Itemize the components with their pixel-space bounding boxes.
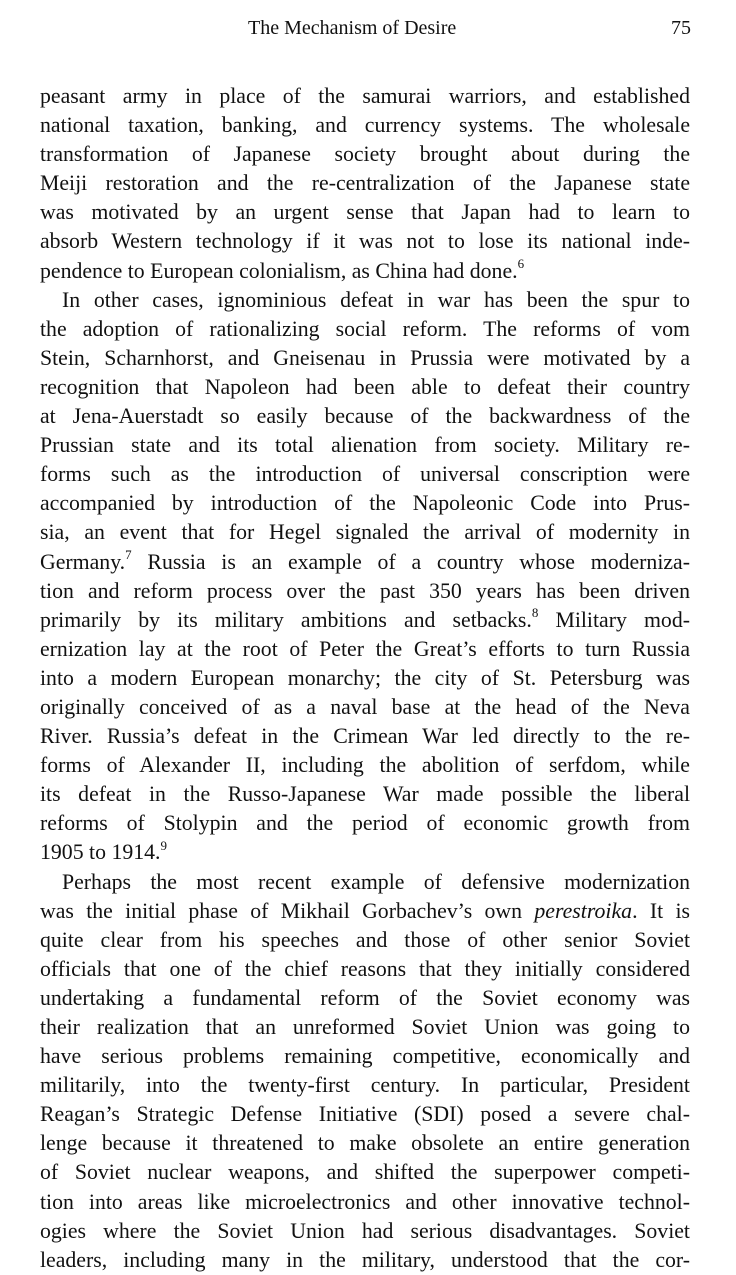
text-line: accompanied by introduction of the Napoleonic Code into Prus- — [40, 491, 690, 516]
text-segment: Russia is an example of a country whose moderniza- — [131, 549, 690, 574]
text-line — [40, 257, 690, 286]
text-line: absorb Western technology if it was not to lose its national inde- — [40, 229, 690, 254]
text-line: militarily, into the twenty-first century. In particular, President — [40, 1073, 690, 1098]
text-line: forms such as the introduction of universal conscription were — [40, 462, 690, 487]
text-line: ogies where the Soviet Union had serious disadvantages. Soviet — [40, 1218, 690, 1243]
text-line: its defeat in the Russo-Japanese War made possible the liberal — [40, 782, 690, 807]
paragraph-start-line: In other cases, ignominious defeat in war has been the spur to — [62, 287, 690, 312]
text-line — [40, 606, 690, 635]
text-line: transformation of Japanese society brought about during the — [40, 142, 690, 167]
text-line: lenge because it threatened to make obsolete an entire generation — [40, 1131, 690, 1156]
footnote-ref: 6 — [517, 256, 525, 272]
text-line — [40, 897, 690, 926]
text-segment: primarily by its military ambitions and setbacks. — [40, 607, 532, 632]
text-line: into a modern European monarchy; the city of St. Petersburg was — [40, 665, 690, 690]
text-line: forms of Alexander II, including the abolition of serfdom, while — [40, 753, 690, 778]
text-line: their realization that an unreformed Soviet Union was going to — [40, 1015, 690, 1039]
italic-term: perestroika — [534, 898, 633, 923]
text-line: peasant army in place of the samurai warriors, and established — [40, 84, 690, 108]
text-line — [40, 838, 690, 867]
text-segment: . It is — [632, 898, 690, 923]
running-header — [0, 14, 736, 42]
footnote-ref: 7 — [125, 547, 132, 563]
text-line: sia, an event that for Hegel signaled the arrival of modernity in — [40, 520, 690, 545]
text-line: officials that one of the chief reasons that they initially considered — [40, 956, 690, 981]
paragraph-start-line: Perhaps the most recent example of defensive modernization — [62, 869, 690, 894]
text-line: of Soviet nuclear weapons, and shifted the superpower competi- — [40, 1160, 690, 1185]
footnote-ref: 9 — [160, 838, 167, 854]
text-line: have serious problems remaining competitive, economically and — [40, 1044, 690, 1069]
text-line: Stein, Scharnhorst, and Gneisenau in Prussia were motivated by a — [40, 345, 690, 370]
text-line: ernization lay at the root of Peter the Great’s efforts to turn Russia — [40, 636, 690, 661]
text-segment: Germany. — [40, 549, 126, 574]
text-line: quite clear from his speeches and those of other senior Soviet — [40, 927, 690, 952]
page-number: 75 — [671, 17, 691, 39]
text-line: Meiji restoration and the re-centralization of the Japanese state — [40, 171, 690, 196]
text-line: recognition that Napoleon had been able to defeat their country — [40, 374, 690, 399]
text-line — [40, 548, 690, 577]
text-line: reforms of Stolypin and the period of economic growth from — [40, 811, 690, 836]
text-line: tion and reform process over the past 350 years has been driven — [40, 578, 690, 603]
text-line: the adoption of rationalizing social reform. The reforms of vom — [40, 316, 690, 341]
text-line: leaders, including many in the military, understood that the cor- — [40, 1247, 690, 1272]
text-segment: pendence to European colonialism, as China had done. — [40, 258, 518, 283]
text-line: national taxation, banking, and currency systems. The wholesale — [40, 113, 690, 138]
text-line: was motivated by an urgent sense that Japan had to learn to — [40, 200, 690, 225]
text-segment: Military mod- — [538, 607, 690, 632]
chapter-title: The Mechanism of Desire — [248, 17, 457, 39]
text-line: at Jena-Auerstadt so easily because of the backwardness of the — [40, 404, 690, 429]
text-segment: was the initial phase of Mikhail Gorbachev’s own — [40, 898, 535, 923]
body-text — [40, 82, 690, 1275]
text-line: River. Russia’s defeat in the Crimean War led directly to the re- — [40, 724, 690, 749]
text-line: undertaking a fundamental reform of the Soviet economy was — [40, 985, 690, 1010]
text-line: tion into areas like microelectronics and other innovative technol- — [40, 1189, 690, 1214]
text-line: originally conceived of as a naval base at the head of the Neva — [40, 694, 690, 719]
footnote-ref: 8 — [531, 605, 539, 621]
text-line: Prussian state and its total alienation from society. Military re- — [40, 433, 690, 458]
text-segment: 1905 to 1914. — [40, 840, 161, 865]
text-line: Reagan’s Strategic Defense Initiative (SDI) posed a severe chal- — [40, 1102, 690, 1127]
